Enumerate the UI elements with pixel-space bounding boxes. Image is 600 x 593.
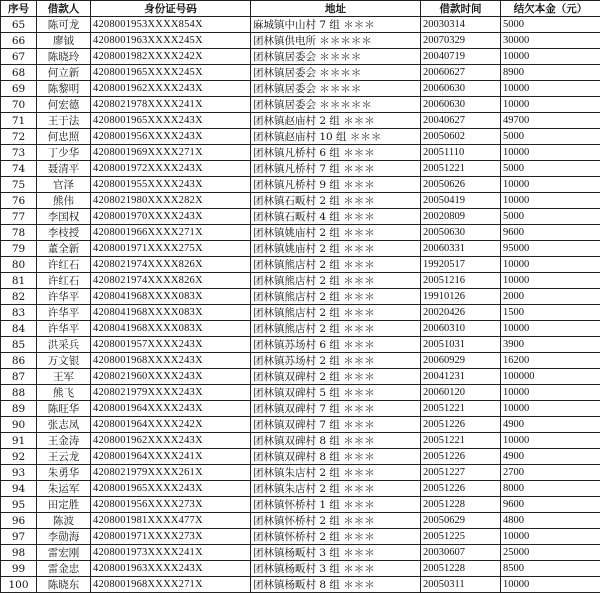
- cell-index: 74: [1, 161, 37, 177]
- cell-id-number: 4208001965XXXX245X: [91, 65, 251, 81]
- cell-address: 团林镇杨畈村 3 组 ＊＊＊: [251, 561, 421, 577]
- cell-index: 96: [1, 513, 37, 529]
- cell-address: 团林镇双碑村 5 组 ＊＊＊: [251, 385, 421, 401]
- cell-loan-date: 20060331: [421, 241, 501, 257]
- cell-loan-date: 20030607: [421, 545, 501, 561]
- cell-outstanding-principal: 8000: [501, 481, 600, 497]
- table-row: [1, 273, 600, 289]
- cell-loan-date: 19920517: [421, 257, 501, 273]
- cell-outstanding-principal: 10000: [501, 385, 600, 401]
- cell-outstanding-principal: 16200: [501, 353, 600, 369]
- cell-loan-date: 20060630: [421, 81, 501, 97]
- cell-index: 80: [1, 257, 37, 273]
- cell-outstanding-principal: 10000: [501, 321, 600, 337]
- cell-index: 100: [1, 577, 37, 593]
- cell-address: 团林镇熊店村 2 组 ＊＊＊: [251, 305, 421, 321]
- table-row: [1, 17, 600, 33]
- cell-outstanding-principal: 5000: [501, 209, 600, 225]
- cell-address: 团林镇双碑村 7 组 ＊＊＊: [251, 401, 421, 417]
- cell-address: 团林镇居委会 ＊＊＊＊: [251, 49, 421, 65]
- cell-outstanding-principal: 4800: [501, 513, 600, 529]
- cell-outstanding-principal: 10000: [501, 433, 600, 449]
- cell-address: 团林镇石畈村 2 组 ＊＊＊: [251, 193, 421, 209]
- cell-index: 76: [1, 193, 37, 209]
- cell-outstanding-principal: 30000: [501, 33, 600, 49]
- cell-borrower: 丁少华: [37, 145, 91, 161]
- table-row: [1, 321, 600, 337]
- cell-address: 团林镇杨畈村 3 组 ＊＊＊: [251, 545, 421, 561]
- cell-loan-date: 20050602: [421, 129, 501, 145]
- cell-index: 79: [1, 241, 37, 257]
- cell-outstanding-principal: 10000: [501, 577, 600, 593]
- cell-outstanding-principal: 10000: [501, 257, 600, 273]
- table-row: [1, 145, 600, 161]
- table-row: [1, 97, 600, 113]
- cell-id-number: 4208001971XXXX273X: [91, 529, 251, 545]
- cell-address: 团林镇怀桥村 1 组 ＊＊＊: [251, 497, 421, 513]
- cell-borrower: 许华平: [37, 305, 91, 321]
- cell-index: 94: [1, 481, 37, 497]
- cell-loan-date: 20060929: [421, 353, 501, 369]
- cell-borrower: 熊伟: [37, 193, 91, 209]
- cell-index: 66: [1, 33, 37, 49]
- cell-id-number: 4208001963XXXX243X: [91, 561, 251, 577]
- cell-index: 81: [1, 273, 37, 289]
- cell-outstanding-principal: 5000: [501, 161, 600, 177]
- cell-borrower: 许华平: [37, 321, 91, 337]
- header-address: 地址: [251, 1, 421, 17]
- cell-borrower: 雷金忠: [37, 561, 91, 577]
- cell-id-number: 4208001966XXXX271X: [91, 225, 251, 241]
- table-row: [1, 353, 600, 369]
- table-row: [1, 417, 600, 433]
- cell-loan-date: 20050311: [421, 577, 501, 593]
- cell-outstanding-principal: 95000: [501, 241, 600, 257]
- table-body: [1, 17, 600, 593]
- cell-outstanding-principal: 10000: [501, 81, 600, 97]
- cell-borrower: 王于法: [37, 113, 91, 129]
- table-row: [1, 81, 600, 97]
- cell-index: 83: [1, 305, 37, 321]
- cell-loan-date: 20040627: [421, 113, 501, 129]
- table-row: [1, 129, 600, 145]
- cell-id-number: 4208001956XXXX273X: [91, 497, 251, 513]
- cell-borrower: 朱运军: [37, 481, 91, 497]
- table-row: [1, 241, 600, 257]
- cell-address: 团林镇居委会 ＊＊＊＊: [251, 81, 421, 97]
- cell-id-number: 4208021979XXXX243X: [91, 385, 251, 401]
- cell-loan-date: 20051031: [421, 337, 501, 353]
- cell-index: 99: [1, 561, 37, 577]
- cell-index: 72: [1, 129, 37, 145]
- cell-address: 麻城镇中山村 7 组 ＊＊＊: [251, 17, 421, 33]
- cell-borrower: 陈波: [37, 513, 91, 529]
- cell-borrower: 廖钺: [37, 33, 91, 49]
- table-row: [1, 577, 600, 593]
- cell-outstanding-principal: 10000: [501, 529, 600, 545]
- cell-borrower: 王军: [37, 369, 91, 385]
- cell-borrower: 董全新: [37, 241, 91, 257]
- cell-loan-date: 20050626: [421, 177, 501, 193]
- header-outstanding-principal: 结欠本金（元）: [501, 1, 600, 17]
- cell-address: 团林镇姚庙村 2 组 ＊＊＊: [251, 241, 421, 257]
- cell-id-number: 4208001970XXXX243X: [91, 209, 251, 225]
- cell-borrower: 许华平: [37, 289, 91, 305]
- cell-outstanding-principal: 9600: [501, 497, 600, 513]
- cell-loan-date: 20051228: [421, 561, 501, 577]
- cell-address: 团林镇怀桥村 2 组 ＊＊＊: [251, 529, 421, 545]
- cell-index: 92: [1, 449, 37, 465]
- cell-loan-date: 20060627: [421, 65, 501, 81]
- cell-id-number: 4208021979XXXX261X: [91, 465, 251, 481]
- cell-loan-date: 20051226: [421, 481, 501, 497]
- cell-id-number: 4208001962XXXX243X: [91, 433, 251, 449]
- cell-id-number: 4208001955XXXX243X: [91, 177, 251, 193]
- cell-loan-date: 20050419: [421, 193, 501, 209]
- table-row: [1, 177, 600, 193]
- cell-outstanding-principal: 10000: [501, 49, 600, 65]
- cell-outstanding-principal: 2700: [501, 465, 600, 481]
- cell-outstanding-principal: 5000: [501, 17, 600, 33]
- cell-id-number: 4208001956XXXX243X: [91, 129, 251, 145]
- cell-id-number: 4208001982XXXX242X: [91, 49, 251, 65]
- header-id-number: 身份证号码: [91, 1, 251, 17]
- cell-index: 93: [1, 465, 37, 481]
- cell-index: 67: [1, 49, 37, 65]
- header-loan-date: 借款时间: [421, 1, 501, 17]
- table-row: [1, 225, 600, 241]
- cell-borrower: 陈晓玲: [37, 49, 91, 65]
- table-row: [1, 497, 600, 513]
- cell-id-number: 4208001968XXXX271X: [91, 577, 251, 593]
- table-row: [1, 113, 600, 129]
- cell-outstanding-principal: 49700: [501, 113, 600, 129]
- cell-id-number: 4208001981XXXX477X: [91, 513, 251, 529]
- cell-address: 团林镇双碑村 8 组 ＊＊＊: [251, 449, 421, 465]
- cell-outstanding-principal: 10000: [501, 193, 600, 209]
- cell-index: 95: [1, 497, 37, 513]
- table-row: [1, 513, 600, 529]
- cell-id-number: 4208001957XXXX243X: [91, 337, 251, 353]
- cell-loan-date: 20051216: [421, 273, 501, 289]
- table-row: [1, 305, 600, 321]
- cell-index: 85: [1, 337, 37, 353]
- cell-borrower: 何宏德: [37, 97, 91, 113]
- table-row: [1, 433, 600, 449]
- cell-outstanding-principal: 4900: [501, 449, 600, 465]
- cell-outstanding-principal: 3900: [501, 337, 600, 353]
- cell-loan-date: 20051228: [421, 497, 501, 513]
- cell-borrower: 陈可龙: [37, 17, 91, 33]
- cell-index: 69: [1, 81, 37, 97]
- cell-address: 团林镇凡桥村 6 组 ＊＊＊: [251, 145, 421, 161]
- cell-borrower: 何立新: [37, 65, 91, 81]
- cell-id-number: 4208001972XXXX243X: [91, 161, 251, 177]
- table-row: [1, 33, 600, 49]
- cell-address: 团林镇苏场村 6 组 ＊＊＊: [251, 337, 421, 353]
- table-row: [1, 465, 600, 481]
- cell-id-number: 4208001973XXXX241X: [91, 545, 251, 561]
- cell-address: 团林镇朱店村 2 组 ＊＊＊: [251, 481, 421, 497]
- cell-id-number: 4208001965XXXX243X: [91, 113, 251, 129]
- cell-id-number: 4208041968XXXX083X: [91, 305, 251, 321]
- cell-address: 团林镇石畈村 4 组 ＊＊＊: [251, 209, 421, 225]
- cell-index: 90: [1, 417, 37, 433]
- cell-address: 团林镇熊店村 2 组 ＊＊＊: [251, 321, 421, 337]
- cell-loan-date: 20070329: [421, 33, 501, 49]
- cell-loan-date: 20051227: [421, 465, 501, 481]
- cell-id-number: 4208001962XXXX243X: [91, 81, 251, 97]
- cell-id-number: 4208001963XXXX245X: [91, 33, 251, 49]
- cell-index: 89: [1, 401, 37, 417]
- cell-address: 团林镇凡桥村 9 组 ＊＊＊: [251, 177, 421, 193]
- cell-outstanding-principal: 10000: [501, 145, 600, 161]
- cell-index: 86: [1, 353, 37, 369]
- cell-borrower: 李枝授: [37, 225, 91, 241]
- header-row: [1, 1, 600, 17]
- cell-borrower: 田定胜: [37, 497, 91, 513]
- table-row: [1, 401, 600, 417]
- cell-address: 团林镇朱店村 2 组 ＊＊＊: [251, 465, 421, 481]
- cell-outstanding-principal: 1500: [501, 305, 600, 321]
- table-row: [1, 481, 600, 497]
- cell-borrower: 官泽: [37, 177, 91, 193]
- cell-address: 团林镇居委会 ＊＊＊＊＊: [251, 97, 421, 113]
- cell-loan-date: 20051226: [421, 417, 501, 433]
- cell-index: 73: [1, 145, 37, 161]
- header-borrower: 借款人: [37, 1, 91, 17]
- table-row: [1, 161, 600, 177]
- cell-outstanding-principal: 10000: [501, 97, 600, 113]
- cell-index: 65: [1, 17, 37, 33]
- cell-loan-date: 20060630: [421, 97, 501, 113]
- header-index: 序号: [1, 1, 37, 17]
- cell-index: 98: [1, 545, 37, 561]
- cell-id-number: 4208021980XXXX282X: [91, 193, 251, 209]
- cell-loan-date: 20051221: [421, 401, 501, 417]
- cell-index: 70: [1, 97, 37, 113]
- table-row: [1, 49, 600, 65]
- cell-loan-date: 20040719: [421, 49, 501, 65]
- cell-borrower: 何忠照: [37, 129, 91, 145]
- cell-outstanding-principal: 8500: [501, 561, 600, 577]
- cell-address: 团林镇熊店村 2 组 ＊＊＊: [251, 257, 421, 273]
- cell-id-number: 4208001964XXXX242X: [91, 417, 251, 433]
- cell-address: 团林镇赵庙村 10 组 ＊＊＊: [251, 129, 421, 145]
- cell-id-number: 4208021978XXXX241X: [91, 97, 251, 113]
- cell-index: 68: [1, 65, 37, 81]
- cell-outstanding-principal: 9600: [501, 225, 600, 241]
- cell-loan-date: 20051110: [421, 145, 501, 161]
- cell-index: 71: [1, 113, 37, 129]
- cell-index: 84: [1, 321, 37, 337]
- table-row: [1, 385, 600, 401]
- cell-borrower: 陈旺华: [37, 401, 91, 417]
- table-row: [1, 561, 600, 577]
- cell-borrower: 雷宏刚: [37, 545, 91, 561]
- cell-loan-date: 20030314: [421, 17, 501, 33]
- cell-index: 78: [1, 225, 37, 241]
- cell-outstanding-principal: 25000: [501, 545, 600, 561]
- cell-loan-date: 20060120: [421, 385, 501, 401]
- table-row: [1, 65, 600, 81]
- cell-index: 82: [1, 289, 37, 305]
- cell-borrower: 聂清平: [37, 161, 91, 177]
- cell-borrower: 洪采兵: [37, 337, 91, 353]
- cell-index: 75: [1, 177, 37, 193]
- cell-id-number: 4208001965XXXX243X: [91, 481, 251, 497]
- cell-borrower: 王云龙: [37, 449, 91, 465]
- cell-loan-date: 20041231: [421, 369, 501, 385]
- cell-index: 87: [1, 369, 37, 385]
- cell-loan-date: 20060310: [421, 321, 501, 337]
- cell-address: 团林镇杨畈村 8 组 ＊＊＊: [251, 577, 421, 593]
- table-row: [1, 449, 600, 465]
- cell-loan-date: 20050630: [421, 225, 501, 241]
- cell-index: 97: [1, 529, 37, 545]
- table-row: [1, 257, 600, 273]
- cell-borrower: 陈晓东: [37, 577, 91, 593]
- cell-id-number: 4208001964XXXX243X: [91, 401, 251, 417]
- cell-outstanding-principal: 4900: [501, 417, 600, 433]
- cell-address: 团林镇赵庙村 2 组 ＊＊＊: [251, 113, 421, 129]
- cell-borrower: 万文银: [37, 353, 91, 369]
- cell-loan-date: 20051221: [421, 433, 501, 449]
- cell-id-number: 4208041968XXXX083X: [91, 289, 251, 305]
- cell-id-number: 4208001971XXXX275X: [91, 241, 251, 257]
- cell-index: 88: [1, 385, 37, 401]
- cell-address: 团林镇居委会 ＊＊＊＊: [251, 65, 421, 81]
- cell-address: 团林镇熊店村 2 组 ＊＊＊: [251, 289, 421, 305]
- cell-borrower: 李国权: [37, 209, 91, 225]
- cell-loan-date: 20051225: [421, 529, 501, 545]
- cell-loan-date: 19910126: [421, 289, 501, 305]
- cell-address: 团林镇双碑村 2 组 ＊＊＊: [251, 369, 421, 385]
- table-row: [1, 369, 600, 385]
- table-row: [1, 545, 600, 561]
- cell-id-number: 4208021974XXXX826X: [91, 257, 251, 273]
- cell-address: 团林镇苏场村 2 组 ＊＊＊: [251, 353, 421, 369]
- cell-id-number: 4208001969XXXX271X: [91, 145, 251, 161]
- cell-address: 团林镇熊店村 2 组 ＊＊＊: [251, 273, 421, 289]
- cell-outstanding-principal: 8900: [501, 65, 600, 81]
- cell-index: 77: [1, 209, 37, 225]
- cell-address: 团林镇供电所 ＊＊＊＊＊: [251, 33, 421, 49]
- cell-loan-date: 20020809: [421, 209, 501, 225]
- cell-outstanding-principal: 2000: [501, 289, 600, 305]
- cell-outstanding-principal: 100000: [501, 369, 600, 385]
- cell-loan-date: 20051226: [421, 449, 501, 465]
- cell-borrower: 许红石: [37, 257, 91, 273]
- cell-address: 团林镇凡桥村 7 组 ＊＊＊: [251, 161, 421, 177]
- cell-outstanding-principal: 10000: [501, 177, 600, 193]
- cell-address: 团林镇双碑村 8 组 ＊＊＊: [251, 433, 421, 449]
- cell-id-number: 4208021960XXXX243X: [91, 369, 251, 385]
- cell-address: 团林镇姚庙村 2 组 ＊＊＊: [251, 225, 421, 241]
- cell-id-number: 4208041968XXXX083X: [91, 321, 251, 337]
- cell-outstanding-principal: 10000: [501, 273, 600, 289]
- cell-borrower: 朱勇华: [37, 465, 91, 481]
- cell-outstanding-principal: 10000: [501, 401, 600, 417]
- cell-address: 团林镇双碑村 7 组 ＊＊＊: [251, 417, 421, 433]
- cell-outstanding-principal: 5000: [501, 129, 600, 145]
- cell-borrower: 熊飞: [37, 385, 91, 401]
- cell-borrower: 陈黎明: [37, 81, 91, 97]
- cell-loan-date: 20050629: [421, 513, 501, 529]
- cell-index: 91: [1, 433, 37, 449]
- table-row: [1, 337, 600, 353]
- table-row: [1, 529, 600, 545]
- cell-address: 团林镇怀桥村 2 组 ＊＊＊: [251, 513, 421, 529]
- cell-id-number: 4208021974XXXX826X: [91, 273, 251, 289]
- cell-id-number: 4208001964XXXX241X: [91, 449, 251, 465]
- cell-id-number: 4208001953XXXX854X: [91, 17, 251, 33]
- table-row: [1, 209, 600, 225]
- cell-id-number: 4208001968XXXX243X: [91, 353, 251, 369]
- table-row: [1, 289, 600, 305]
- cell-borrower: 王金涛: [37, 433, 91, 449]
- cell-borrower: 许红石: [37, 273, 91, 289]
- cell-borrower: 李勋海: [37, 529, 91, 545]
- cell-loan-date: 20051221: [421, 161, 501, 177]
- table-row: [1, 193, 600, 209]
- cell-borrower: 张志凤: [37, 417, 91, 433]
- cell-loan-date: 20020426: [421, 305, 501, 321]
